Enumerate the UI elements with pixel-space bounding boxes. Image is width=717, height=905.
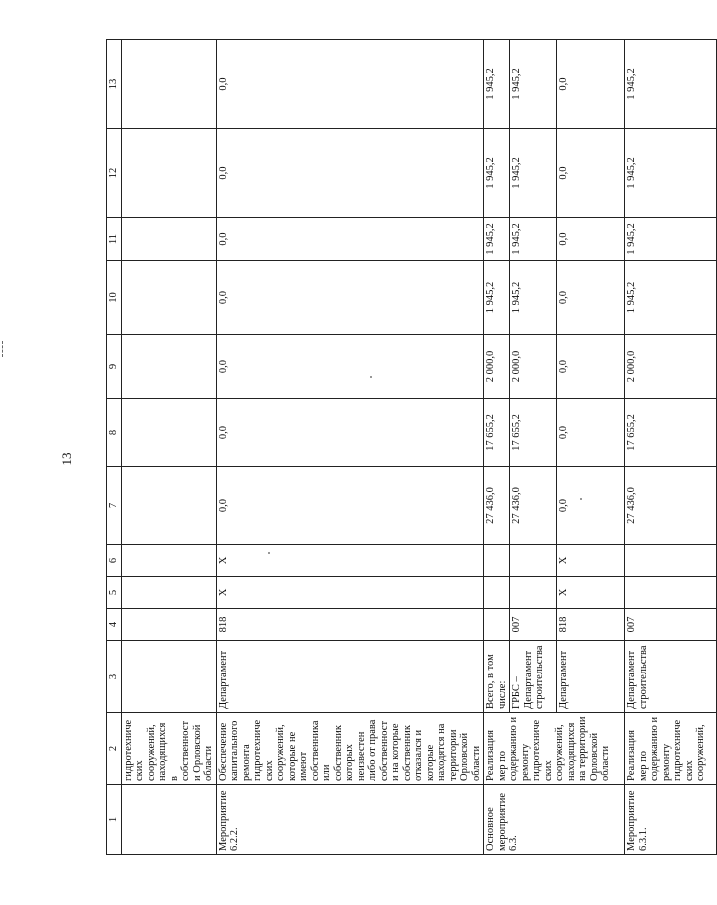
cell-code: 818 bbox=[216, 609, 484, 641]
cell-mark bbox=[510, 545, 557, 577]
cell-empty bbox=[121, 40, 216, 129]
cell-amount: 2 000,0 bbox=[510, 335, 557, 399]
cell-empty bbox=[121, 545, 216, 577]
cell-executor: Департамент bbox=[216, 641, 484, 713]
cell-mark: Х bbox=[216, 545, 484, 577]
cell-amount: 0,0 bbox=[216, 335, 484, 399]
cell-executor: Департамент bbox=[557, 641, 625, 713]
cell-mark bbox=[625, 577, 717, 609]
col-header: 5 bbox=[107, 577, 122, 609]
cell-amount: 0,0 bbox=[216, 467, 484, 545]
cell-mark bbox=[484, 545, 510, 577]
table-row bbox=[121, 40, 216, 855]
header-row bbox=[107, 40, 122, 855]
cell-executor: Департамент строительства bbox=[625, 641, 717, 713]
cell-amount: 1 945,2 bbox=[625, 129, 717, 218]
cell-empty bbox=[121, 335, 216, 399]
cell-measure-name: Обеспечение капитального ремонта гидротехнических сооружений, которые не имеют собственника или собственник которых неизвестен либо от права собственности на которые собственник отказался и которые находятся на территории Орловской области bbox=[216, 713, 484, 785]
col-header: 12 bbox=[107, 129, 122, 218]
cell-amount: 1 945,2 bbox=[510, 218, 557, 261]
cell-amount: 17 655,2 bbox=[484, 399, 510, 467]
cell-code bbox=[484, 609, 510, 641]
cell-amount: 2 000,0 bbox=[625, 335, 717, 399]
cell-amount: 1 945,2 bbox=[484, 129, 510, 218]
cell-amount: 0,0 bbox=[557, 467, 625, 545]
cell-empty bbox=[121, 129, 216, 218]
cell-amount: 1 945,2 bbox=[510, 129, 557, 218]
col-header: 10 bbox=[107, 261, 122, 335]
cell-amount: 0,0 bbox=[216, 129, 484, 218]
cell-amount: 0,0 bbox=[216, 40, 484, 129]
col-header: 6 bbox=[107, 545, 122, 577]
cell-empty bbox=[121, 399, 216, 467]
table-row bbox=[625, 40, 717, 855]
cell-executor: ГРБС – Департамент строительства bbox=[510, 641, 557, 713]
cell-amount: 1 945,2 bbox=[484, 218, 510, 261]
col-header: 2 bbox=[107, 713, 122, 785]
cell-mark: Х bbox=[216, 577, 484, 609]
cell-amount: 1 945,2 bbox=[625, 261, 717, 335]
cell-amount: 0,0 bbox=[216, 261, 484, 335]
cell-amount: 0,0 bbox=[216, 399, 484, 467]
cell-amount: 27 436,0 bbox=[510, 467, 557, 545]
cell-empty bbox=[121, 467, 216, 545]
cell-measure-id: Мероприятие 6.2.2. bbox=[216, 785, 484, 855]
budget-table bbox=[106, 39, 717, 855]
col-header: 7 bbox=[107, 467, 122, 545]
cell-amount: 0,0 bbox=[557, 129, 625, 218]
cell-amount: 1 945,2 bbox=[484, 40, 510, 129]
col-header: 11 bbox=[107, 218, 122, 261]
cell-code: 007 bbox=[510, 609, 557, 641]
cell-amount: 0,0 bbox=[557, 399, 625, 467]
cell-mark: Х bbox=[557, 545, 625, 577]
cell-empty bbox=[121, 261, 216, 335]
cell-amount: 17 655,2 bbox=[510, 399, 557, 467]
cell-empty bbox=[121, 785, 216, 855]
cell-mark bbox=[484, 577, 510, 609]
page-number: 13 bbox=[59, 452, 74, 466]
table-row bbox=[484, 40, 510, 855]
cell-mark bbox=[625, 545, 717, 577]
col-header: 4 bbox=[107, 609, 122, 641]
cell-executor: Всего, в том числе: bbox=[484, 641, 510, 713]
col-header: 8 bbox=[107, 399, 122, 467]
col-header: 1 bbox=[107, 785, 122, 855]
cell-amount: 0,0 bbox=[216, 218, 484, 261]
col-header: 9 bbox=[107, 335, 122, 399]
cell-empty bbox=[121, 609, 216, 641]
cell-measure-id: Мероприятие 6.3.1. bbox=[625, 785, 717, 855]
cell-amount: 0,0 bbox=[557, 218, 625, 261]
cell-amount: 0,0 bbox=[557, 261, 625, 335]
cell-amount: 17 655,2 bbox=[625, 399, 717, 467]
cell-empty bbox=[121, 218, 216, 261]
cell-amount: 27 436,0 bbox=[484, 467, 510, 545]
cell-amount: 1 945,2 bbox=[625, 218, 717, 261]
cell-amount: 1 945,2 bbox=[510, 261, 557, 335]
cell-amount: 2 000,0 bbox=[484, 335, 510, 399]
cell-amount: 1 945,2 bbox=[625, 40, 717, 129]
cell-measure-id: Основное мероприятие 6.3. bbox=[484, 785, 625, 855]
cell-amount: 1 945,2 bbox=[510, 40, 557, 129]
cell-mark bbox=[510, 577, 557, 609]
cell-code: 007 bbox=[625, 609, 717, 641]
cell-amount: 0,0 bbox=[557, 335, 625, 399]
cell-code: 818 bbox=[557, 609, 625, 641]
cell-mark: Х bbox=[557, 577, 625, 609]
cell-empty bbox=[121, 641, 216, 713]
cell-measure-name: Реализация мер по содержанию и ремонту гидротехнических сооружений, находящихся на территории Орловской области bbox=[484, 713, 625, 785]
col-header: 3 bbox=[107, 641, 122, 713]
col-header: 13 bbox=[107, 40, 122, 129]
cell-measure-name: Реализация мер по содержанию и ремонту гидротехнических сооружений, bbox=[625, 713, 717, 785]
cell-amount: 1 945,2 bbox=[484, 261, 510, 335]
cell-amount: 27 436,0 bbox=[625, 467, 717, 545]
scan-crease-mark bbox=[2, 341, 4, 357]
cell-amount: 0,0 bbox=[557, 40, 625, 129]
cell-empty bbox=[121, 577, 216, 609]
table-row bbox=[216, 40, 484, 855]
budget-table-wrapper bbox=[106, 40, 706, 855]
cell-name-continuation: гидротехнических сооружений, находящихся в собственности Орловской области bbox=[121, 713, 216, 785]
